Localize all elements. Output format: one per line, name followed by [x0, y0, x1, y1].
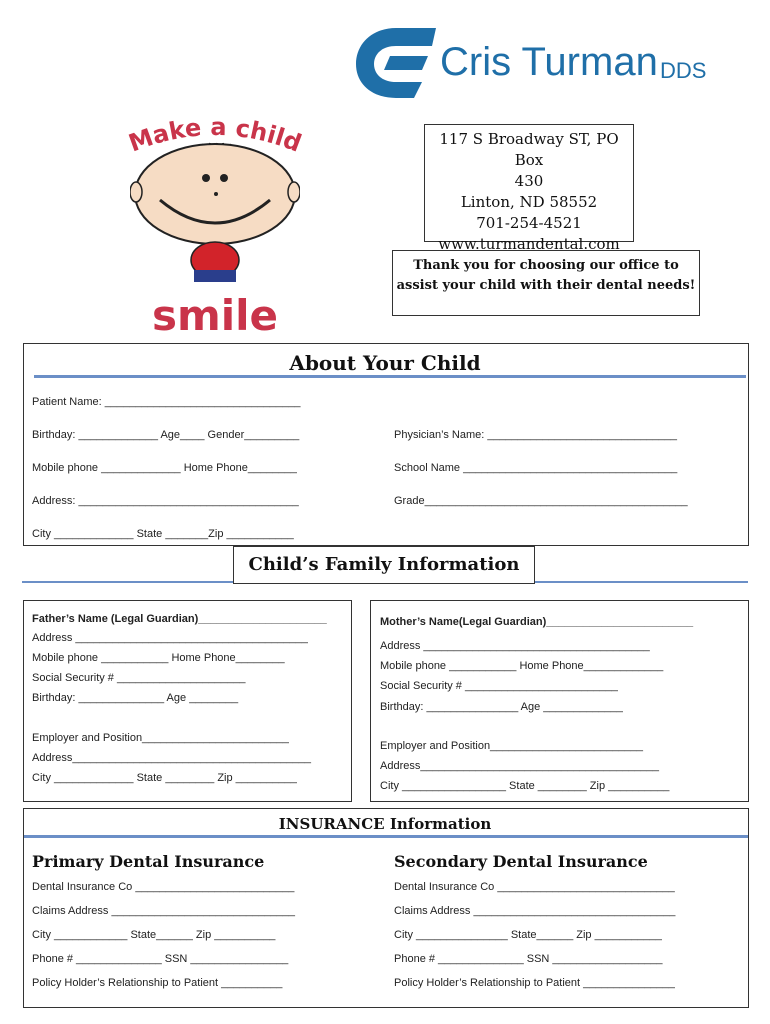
mother-address-field[interactable]: Address _____________________________________ — [380, 640, 650, 652]
physician-name-field[interactable]: Physician’s Name: _______________________________ — [394, 429, 677, 441]
mother-ssn-field[interactable]: Social Security # _________________________ — [380, 680, 618, 692]
mobile-home-phone-field[interactable]: Mobile phone _____________ Home Phone________ — [32, 462, 297, 474]
contact-address-line1: 117 S Broadway ST, PO Box — [439, 130, 619, 169]
mother-city-field[interactable]: City _________________ State ________ Zip __________ — [380, 780, 670, 792]
secondary-relationship-field[interactable]: Policy Holder’s Relationship to Patient _______________ — [394, 977, 675, 989]
mascot-smile-text — [100, 284, 330, 344]
secondary-phone-ssn-field[interactable]: Phone # ______________ SSN __________________ — [394, 953, 663, 965]
mother-employer-field[interactable]: Employer and Position_________________________ — [380, 740, 644, 752]
school-name-field[interactable]: School Name ___________________________________ — [394, 462, 678, 474]
father-city-field[interactable]: City _____________ State ________ Zip __________ — [32, 772, 297, 784]
contact-website: www.turmandental.com — [438, 235, 620, 253]
mascot-top-text: Make a child — [125, 112, 306, 158]
primary-relationship-field[interactable]: Policy Holder’s Relationship to Patient __________ — [32, 977, 283, 989]
contact-city: Linton, ND 58552 — [460, 193, 598, 211]
contact-box — [424, 124, 634, 253]
mascot-illustration — [100, 112, 330, 344]
address-field[interactable]: Address: ____________________________________ — [32, 495, 299, 507]
mother-name-field[interactable]: Mother’s Name(Legal Guardian)________________________ — [380, 616, 694, 628]
thank-you-line2: assist your child with their dental needs! — [396, 278, 696, 293]
thank-you-line1: Thank you for choosing our office to — [413, 258, 679, 273]
mother-birthday-field[interactable]: Birthday: _______________ Age _____________ — [380, 701, 623, 713]
father-phone-field[interactable]: Mobile phone ___________ Home Phone________ — [32, 652, 285, 664]
primary-insurance-heading: Primary Dental Insurance — [32, 852, 265, 871]
insurance-title: INSURANCE Information — [278, 815, 492, 833]
secondary-insurance-company-field[interactable]: Dental Insurance Co _____________________________ — [394, 881, 675, 893]
father-birthday-field[interactable]: Birthday: ______________ Age ________ — [32, 692, 239, 704]
about-child-divider — [34, 375, 746, 378]
primary-phone-ssn-field[interactable]: Phone # ______________ SSN ________________ — [32, 953, 289, 965]
birthday-age-gender-field[interactable]: Birthday: _____________ Age____ Gender_________ — [32, 429, 300, 441]
father-employer-field[interactable]: Employer and Position________________________ — [32, 732, 289, 744]
brand-logo — [352, 26, 712, 102]
secondary-insurance-heading: Secondary Dental Insurance — [394, 852, 648, 871]
thank-you-box — [392, 250, 700, 316]
about-child-title: About Your Child — [289, 351, 481, 375]
father-name-field[interactable]: Father’s Name (Legal Guardian)_____________________ — [32, 613, 327, 625]
city-state-zip-field[interactable]: City _____________ State _______Zip ___________ — [32, 528, 294, 540]
contact-address-line2: 430 — [514, 172, 544, 190]
father-ssn-field[interactable]: Social Security # _____________________ — [32, 672, 246, 684]
primary-claims-address-field[interactable]: Claims Address ______________________________ — [32, 905, 296, 917]
brand-name: Cris Turman — [440, 40, 658, 84]
primary-city-field[interactable]: City ____________ State______ Zip __________ — [32, 929, 276, 941]
svg-text:smile: smile — [151, 291, 279, 340]
secondary-city-field[interactable]: City _______________ State______ Zip ___________ — [394, 929, 662, 941]
grade-field[interactable]: Grade___________________________________________ — [394, 495, 688, 507]
patient-name-field[interactable]: Patient Name: ________________________________ — [32, 396, 301, 408]
brand-suffix: DDS — [660, 58, 707, 83]
contact-phone: 701-254-4521 — [476, 214, 582, 232]
mother-work-address-field[interactable]: Address_______________________________________ — [380, 760, 659, 772]
child-face-icon — [130, 142, 300, 282]
primary-insurance-company-field[interactable]: Dental Insurance Co __________________________ — [32, 881, 295, 893]
family-title: Child’s Family Information — [233, 546, 535, 584]
father-work-address-field[interactable]: Address_______________________________________ — [32, 752, 311, 764]
brand-logo-icon — [352, 26, 438, 100]
insurance-divider — [24, 835, 748, 838]
father-address-field[interactable]: Address ______________________________________ — [32, 632, 308, 644]
mother-phone-field[interactable]: Mobile phone ___________ Home Phone_____________ — [380, 660, 664, 672]
secondary-claims-address-field[interactable]: Claims Address _________________________________ — [394, 905, 676, 917]
